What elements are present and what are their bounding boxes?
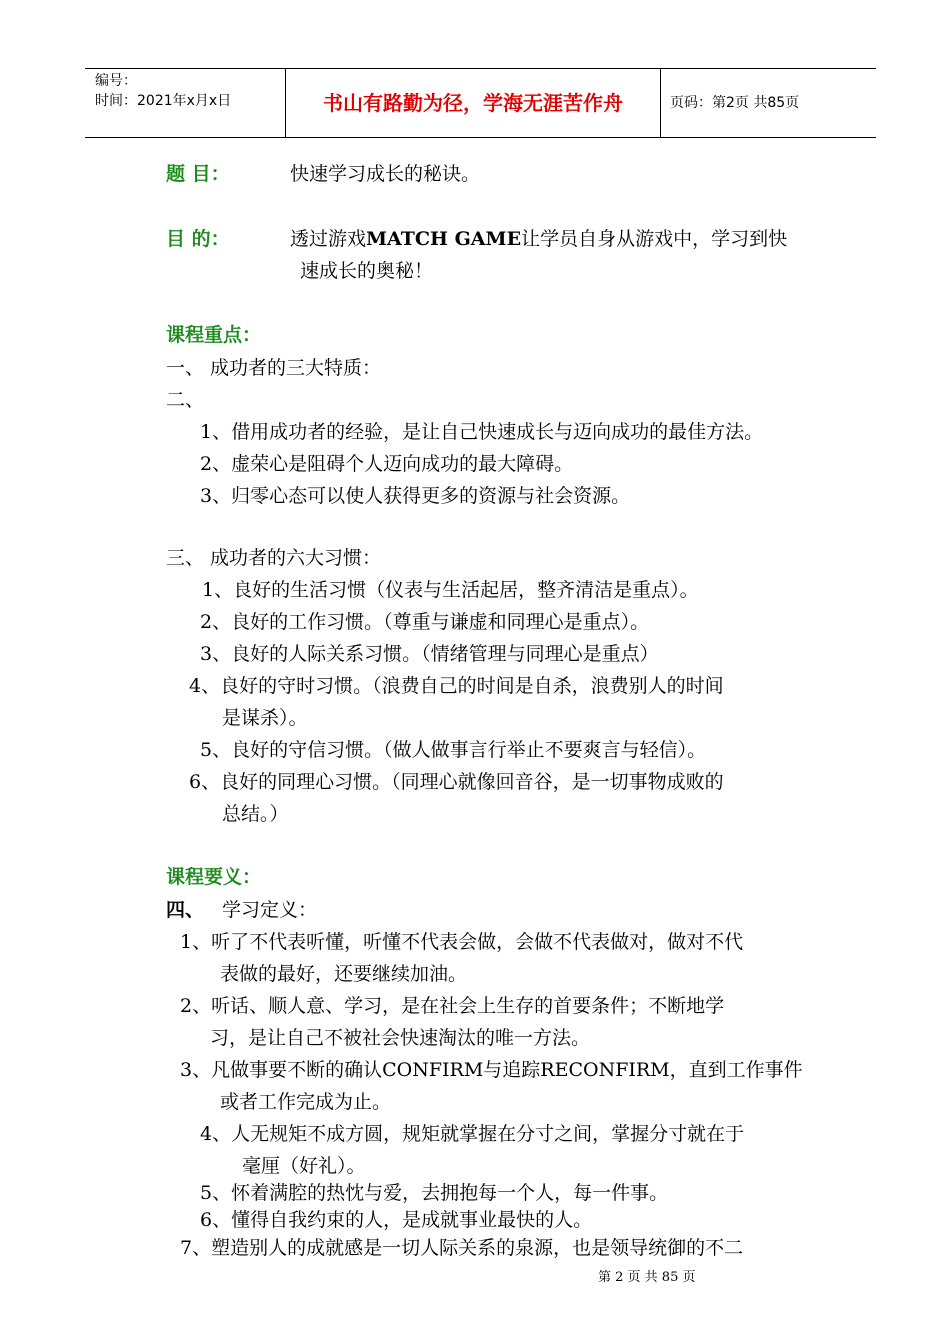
trait-item: 1、借用成功者的经验，是让自己快速成长与迈向成功的最佳方法。 <box>200 421 764 443</box>
essential-item-continuation: 或者工作完成为止。 <box>220 1091 392 1113</box>
essential-item: 1、听了不代表听懂，听懂不代表会做，会做不代表做对，做对不代 <box>180 931 744 953</box>
essential-item: 7、塑造别人的成就感是一切人际关系的泉源，也是领导统御的不二 <box>180 1237 744 1259</box>
habit-item: 3、良好的人际关系习惯。（情绪管理与同理心是重点） <box>200 643 659 665</box>
essential-item-continuation: 习，是让自己不被社会快速淘汰的唯一方法。 <box>210 1027 591 1049</box>
document-number: 编号： <box>95 73 137 89</box>
habit-item-continuation: 总结。） <box>222 803 289 825</box>
habit-item: 6、良好的同理心习惯。（同理心就像回音谷，是一切事物成败的 <box>189 771 724 793</box>
section-four-text: 学习定义： <box>222 899 318 921</box>
essential-item: 2、听话、顺人意、学习，是在社会上生存的首要条件；不断地学 <box>180 995 725 1017</box>
header-meta <box>85 69 285 137</box>
key-points-heading: 课程重点： <box>166 324 262 346</box>
essential-item: 5、怀着满腔的热忱与爱，去拥抱每一个人，每一件事。 <box>200 1182 669 1204</box>
essential-item-continuation: 毫厘（好礼）。 <box>242 1155 366 1177</box>
purpose-text-after: 让学员自身从游戏中，学习到快 <box>521 228 788 250</box>
habit-item: 4、良好的守时习惯。（浪费自己的时间是自杀，浪费别人的时间 <box>189 675 724 697</box>
habit-item-continuation: 是谋杀）。 <box>222 707 308 729</box>
page-footer: 第 2 页 共 85 页 <box>598 1270 696 1285</box>
essential-item: 4、人无规矩不成方圆，规矩就掌握在分寸之间，掌握分寸就在于 <box>200 1123 745 1145</box>
habit-item: 2、良好的工作习惯。（尊重与谦虚和同理心是重点）。 <box>200 611 650 633</box>
section-two: 二、 <box>166 389 205 411</box>
page-header <box>85 68 876 138</box>
topic-text: 快速学习成长的秘诀。 <box>290 163 481 185</box>
habit-item: 1、良好的生活习惯（仪表与生活起居，整齐清洁是重点）。 <box>202 579 699 601</box>
trait-item: 3、归零心态可以使人获得更多的资源与社会资源。 <box>200 485 631 507</box>
habit-item: 5、良好的守信习惯。（做人做事言行举止不要爽言与轻信）。 <box>200 739 707 761</box>
purpose-text-line2: 速成长的奥秘！ <box>300 260 434 282</box>
purpose-label: 目 的： <box>166 228 230 250</box>
purpose-text <box>290 227 787 251</box>
section-three: 三、 成功者的六大习惯： <box>166 547 382 569</box>
section-four: 四、 <box>166 899 205 921</box>
section-one: 一、 成功者的三大特质： <box>166 357 382 379</box>
purpose-game-name: MATCH GAME <box>366 228 522 250</box>
document-time: 时间：2021年x月x日 <box>95 93 232 109</box>
purpose-text-before: 透过游戏 <box>290 228 367 250</box>
essential-item-continuation: 表做的最好，还要继续加油。 <box>220 963 468 985</box>
essential-item: 6、懂得自我约束的人，是成就事业最快的人。 <box>200 1209 593 1231</box>
topic-label: 题 目： <box>166 163 230 185</box>
essentials-heading: 课程要义： <box>166 866 262 888</box>
essential-item: 3、凡做事要不断的确认CONFIRM与追踪RECONFIRM，直到工作事件 <box>180 1059 803 1081</box>
header-page-info: 页码：第2页 共85页 <box>670 95 800 111</box>
trait-item: 2、虚荣心是阻碍个人迈向成功的最大障碍。 <box>200 453 574 475</box>
header-motto: 书山有路勤为径，学海无涯苦作舟 <box>285 69 661 137</box>
